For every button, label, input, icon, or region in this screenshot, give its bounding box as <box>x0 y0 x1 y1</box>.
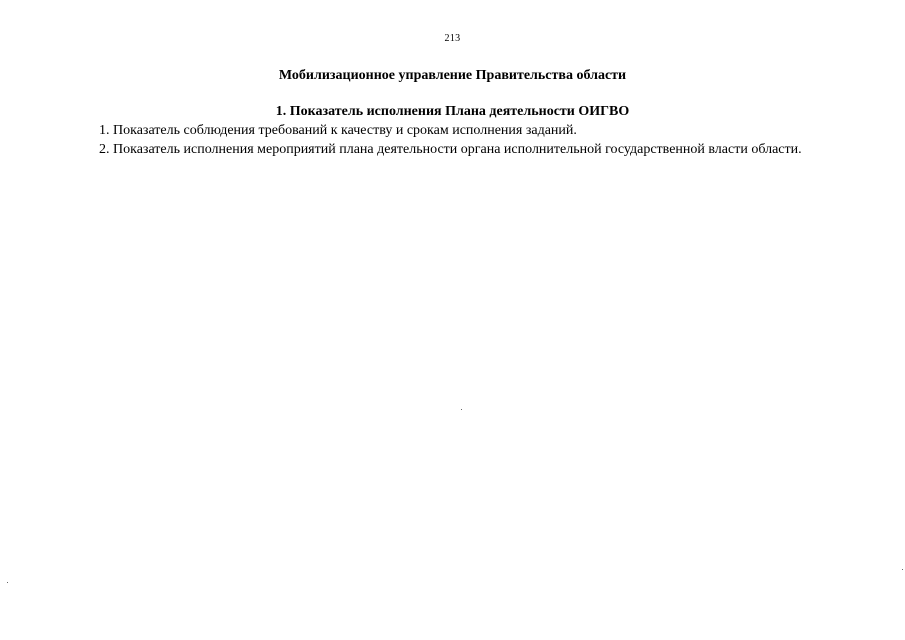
scan-speck <box>902 569 903 570</box>
section-title: 1. Показатель исполнения Плана деятельности ОИГВО <box>275 104 630 119</box>
indicator-item: 2. Показатель исполнения мероприятий плана деятельности органа исполнительной государственной власти области. <box>99 142 802 157</box>
organization-title: Мобилизационное управление Правительства области <box>278 68 627 83</box>
scan-speck <box>7 582 8 583</box>
indicator-item: 1. Показатель соблюдения требований к качеству и срокам исполнения заданий. <box>99 123 577 138</box>
indicator-list <box>99 121 889 159</box>
scan-speck <box>461 409 462 410</box>
page-number: 213 <box>444 33 461 44</box>
